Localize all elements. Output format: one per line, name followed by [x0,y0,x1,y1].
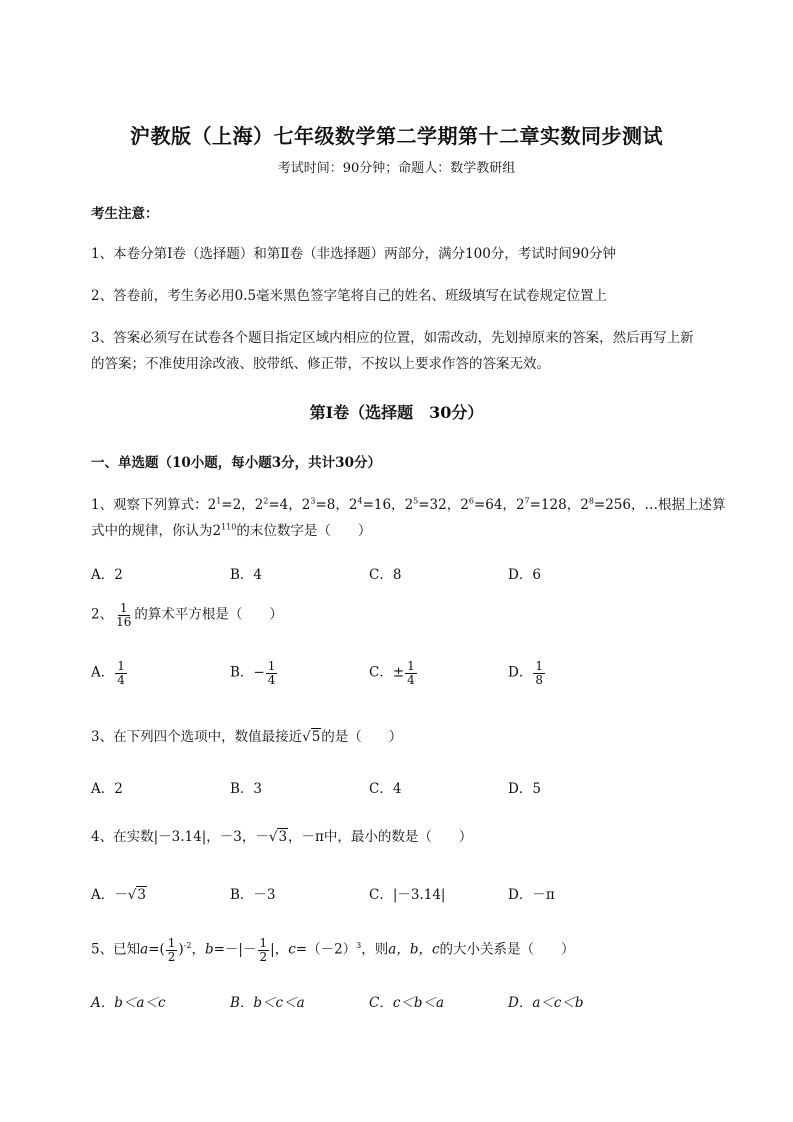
question-1-option-d[interactable]: D．6 [508,567,541,583]
question-4: 4、在实数|－3.14|，－3，－√3，－π中，最小的数是（ ） [91,829,473,845]
question-5-option-a[interactable]: A．b＜a＜c [91,995,166,1011]
notice-item-1: 1、本卷分第Ⅰ卷（选择题）和第Ⅱ卷（非选择题）两部分，满分100分，考试时间90分钟 [91,246,617,262]
notice-item-3-line-2: 的答案；不准使用涂改液、胶带纸、修正带，不按以上要求作答的答案无效。 [91,356,550,372]
notice-item-2: 2、答卷前，考生务必用0.5毫米黑色签字笔将自己的姓名、班级填写在试卷规定位置上 [91,288,608,304]
power-term: $2^7=128$， [515,496,581,513]
question-2-option-a[interactable]: A． $\frac{1}{4}$ [91,659,125,687]
sqrt-symbol: √5 [302,729,321,745]
question-4-option-c[interactable]: C．|－3.14| [369,887,446,903]
page-title: 沪教版（上海）七年级数学第二学期第十二章实数同步测试 [130,124,663,148]
question-1-option-a[interactable]: A．2 [91,567,123,583]
power-term: $2^2=4$， [254,496,302,513]
question-4-option-d[interactable]: D．－π [508,887,555,903]
power-term: $2^6=64$， [460,496,516,513]
power-term: $2^5=32$， [404,496,461,513]
power-term: $2^1=2$， [207,496,255,513]
notice-heading: 考生注意： [91,206,159,222]
fraction: $\frac{1}{16}$ [116,601,132,629]
question-1-line-1 [91,493,726,513]
part-heading: 一、单选题（10小题，每小题3分，共计30分） [91,455,381,471]
question-5-option-c[interactable]: C．c＜b＜a [369,995,445,1011]
question-3: 3、在下列四个选项中，数值最接近√5的是（ ） [91,729,403,745]
question-5-option-b[interactable]: B．b＜c＜a [230,995,305,1011]
question-5-option-d[interactable]: D．a＜c＜b [508,995,584,1011]
notice-item-3-line-1: 3、答案必须写在试卷各个题目指定区域内相应的位置，如需改动，先划掉原来的答案，然后再写上新 [91,330,694,346]
question-3-option-b[interactable]: B．3 [230,781,263,797]
question-2-option-c[interactable]: C．± $\frac{1}{4}$ [369,659,415,687]
power-term: $2^8=256$， [580,496,645,513]
power-term: $2^4=16$， [348,496,405,513]
exam-info: 考试时间：90分钟；命题人：数学教研组 [277,161,516,176]
question-3-option-c[interactable]: C．4 [369,781,402,797]
question-2-option-d[interactable]: D． $\frac{1}{8}$ [508,659,543,687]
question-1-line-2: 式中的规律，你认为$2^{110}$的末位数字是（ ） [91,522,372,539]
question-4-option-a[interactable]: A．－√3 [91,887,146,903]
power-term: $2^3=8$， [301,496,349,513]
question-3-option-d[interactable]: D．5 [508,781,541,797]
sqrt-symbol: √3 [268,829,288,845]
question-1-prefix: 1、观察下列算式： [91,497,208,513]
question-1-option-b[interactable]: B．4 [230,567,263,583]
question-2: 2、 $\frac{1}{16}$ 的算术平方根是（ ） [91,601,283,629]
question-1-option-c[interactable]: C．8 [369,567,402,583]
section-title: 第Ⅰ卷（选择题 30分） [309,403,484,422]
question-5: 5、已知a=( $\frac{1}{2}$ )$^{-2}$，b=－|－ $\frac{1}{2}$ |，$c=(-2)^3$，则a，b，c的大小关系是（ ） [91,936,575,964]
question-2-option-b[interactable]: B．− $\frac{1}{4}$ [230,659,276,687]
question-1-line-1-suffix: …根据上述算 [644,497,726,513]
question-4-option-b[interactable]: B．－3 [230,887,276,903]
question-3-option-a[interactable]: A．2 [91,781,123,797]
